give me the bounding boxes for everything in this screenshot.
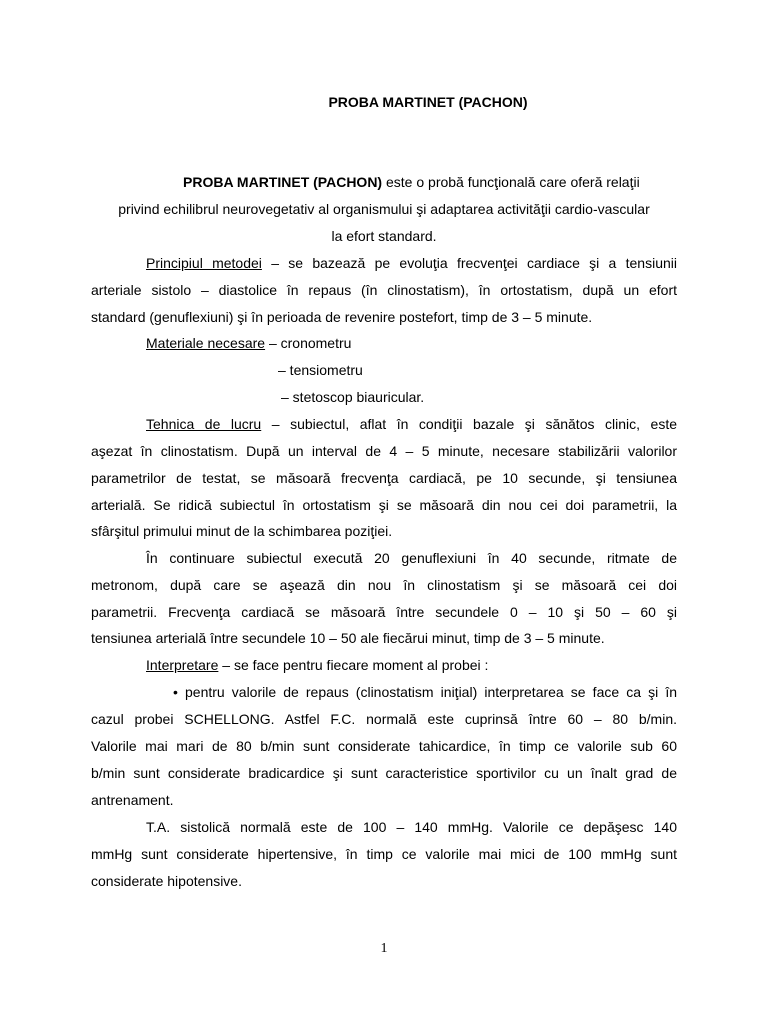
tehnica-line-1 <box>146 415 677 433</box>
continuare-line-2: metronom, după care se aşează din nou în clinostatism şi se măsoară cei doi <box>91 577 677 593</box>
tehnica-line-5: sfârşitul primului minut de la schimbarea poziţiei. <box>91 523 393 539</box>
intro-text: este o probă funcţională care oferă relaţii <box>382 174 640 190</box>
principiul-label: Principiul metodei <box>146 255 262 271</box>
principiul-text: – se bazează pe evoluţia frecvenţei cardiace şi a tensiunii <box>261 255 677 271</box>
bullet-line-5: antrenament. <box>91 792 174 808</box>
interpretare-line <box>146 656 488 674</box>
ta-line-2: mmHg sunt considerate hipertensive, în timp ce valorile mai mici de 100 mmHg sunt <box>91 846 677 862</box>
interpretare-label: Interpretare <box>146 657 219 673</box>
materiale-line-1 <box>146 334 351 352</box>
tehnica-line-2: aşezat în clinostatism. După un interval de 4 – 5 minute, necesare stabilizării valorilor <box>91 443 677 459</box>
materiale-label: Materiale necesare <box>146 335 266 351</box>
materiale-item-2: – tensiometru <box>278 362 363 378</box>
bullet-line-1 <box>173 683 677 701</box>
interpretare-text: – se face pentru fiecare moment al probei : <box>218 657 489 673</box>
intro-line-2: privind echilibrul neurovegetativ al organismului şi adaptarea activităţii cardio-vascular <box>118 201 650 217</box>
continuare-line-1: În continuare subiectul execută 20 genuflexiuni în 40 secunde, ritmate de <box>146 550 677 566</box>
bullet-line-2: cazul probei SCHELLONG. Astfel F.C. normală este cuprinsă între 60 – 80 b/min. <box>91 711 677 727</box>
intro-bold: PROBA MARTINET (PACHON) <box>183 174 383 190</box>
principiul-line-2: arteriale sistolo – diastolice în repaus (în clinostatism), în ortostatism, după un efort <box>91 282 677 298</box>
page-title: PROBA MARTINET (PACHON) <box>328 94 528 110</box>
principiul-line-3: standard (genuflexiuni) şi în perioada de revenire postefort, timp de 3 – 5 minute. <box>91 309 593 325</box>
materiale-item-1: – cronometru <box>265 335 352 351</box>
tehnica-text: – subiectul, aflat în condiţii bazale şi sănătos clinic, este <box>261 416 678 432</box>
principiul-line-1 <box>146 254 677 272</box>
ta-line-3: considerate hipotensive. <box>91 873 242 889</box>
intro-line-3: la efort standard. <box>331 228 437 244</box>
continuare-line-3: parametrii. Frecvenţa cardiacă se măsoară între secundele 0 – 10 şi 50 – 60 şi <box>91 604 677 620</box>
ta-line-1: T.A. sistolică normală este de 100 – 140 mmHg. Valorile ce depăşesc 140 <box>146 819 677 835</box>
page-number: 1 <box>380 941 388 956</box>
tehnica-label: Tehnica de lucru <box>146 416 262 432</box>
tehnica-line-4: arterială. Se ridică subiectul în ortostatism şi se măsoară din nou cei doi parametrii, la <box>91 497 677 513</box>
bullet-icon: • <box>173 684 178 700</box>
bullet-line-4: b/min sunt considerate bradicardice şi sunt caracteristice sportivilor cu un înalt grad de <box>91 765 677 781</box>
continuare-line-4: tensiunea arterială între secundele 10 – 50 ale fiecărui minut, timp de 3 – 5 minute. <box>91 630 605 646</box>
intro-line-1 <box>183 173 640 191</box>
tehnica-line-3: parametrilor de testat, se măsoară frecvenţa cardiacă, pe 10 secunde, şi tensiunea <box>91 470 677 486</box>
bullet-text: pentru valorile de repaus (clinostatism iniţial) interpretarea se face ca şi în <box>177 684 677 700</box>
materiale-item-3: – stetoscop biauricular. <box>281 389 425 405</box>
bullet-line-3: Valorile mai mari de 80 b/min sunt considerate tahicardice, în timp ce valorile sub 60 <box>91 738 677 754</box>
